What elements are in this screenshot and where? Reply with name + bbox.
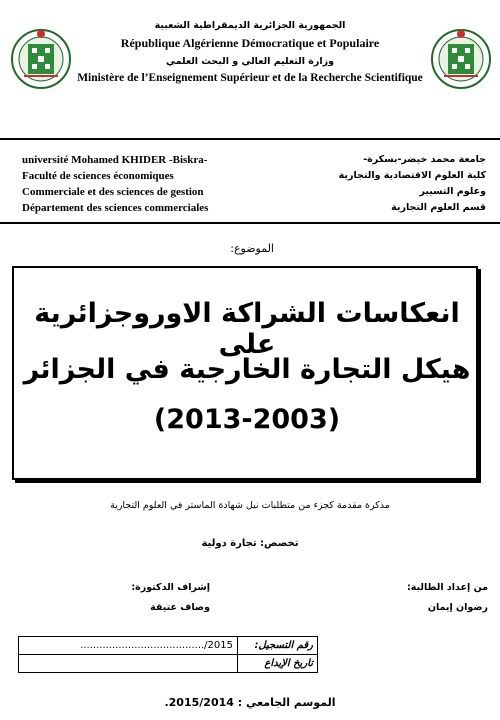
institution-ar (306, 152, 486, 216)
registration-number-label: رقم التسجيل: (238, 637, 318, 655)
institution-ar-line: قسم العلوم التجارية (391, 202, 486, 213)
table-row (19, 637, 318, 655)
table-row (19, 655, 318, 673)
institution-divider (0, 222, 500, 224)
institution-ar-line: وعلوم التسيير (419, 186, 486, 197)
deposit-date-label: تاريخ الإيداع (238, 655, 318, 673)
header-divider (0, 138, 500, 140)
institution-fr-line: Commerciale et des sciences de gestion (22, 186, 204, 198)
supervisor-label: إشراف الدكتورة: (131, 582, 210, 593)
header-ar-republic: الجمهورية الجزائرية الديمقراطية الشعبية (154, 20, 346, 31)
deposit-date-value[interactable] (19, 655, 238, 673)
institution-fr-line: Faculté de sciences économiques (22, 170, 174, 182)
academic-year: الموسم الجامعي : 2015/2014. (164, 696, 336, 709)
institution-ar-line: جامعة محمد خيضر-بسكرة- (363, 154, 486, 165)
supervisor (60, 578, 210, 618)
thesis-title-years: (2013-2003) (153, 404, 341, 435)
registration-number-value[interactable]: ......................................./2015 (19, 637, 238, 655)
memo-text: مذكرة مقدمة كجزء من متطلبات نيل شهادة الماستر في العلوم التجارية (110, 500, 390, 511)
header-fr-republic: République Algérienne Démocratique et Populaire (120, 36, 380, 50)
subject-label: الموضوع: (230, 242, 274, 255)
header-fr-ministry: Ministère de l’Enseignement Supérieur et de la Recherche Scientifique (77, 72, 423, 84)
registration-table (18, 636, 318, 673)
specialty-text: تخصص: تجارة دولية (201, 538, 299, 549)
prepared-by (338, 578, 488, 618)
thesis-title-box (12, 266, 478, 480)
institution-fr-line: université Mohamed KHIDER -Biskra- (22, 154, 208, 166)
thesis-title-line-1: انعكاسات الشراكة الاوروجزائرية على (34, 298, 460, 360)
institution-ar-line: كلية العلوم الاقتصادية والتجارية (338, 170, 486, 181)
student-name: رضوان إيمان (427, 602, 488, 613)
institution-fr-line: Département des sciences commerciales (22, 202, 209, 214)
thesis-title-line-2: هيكل التجارة الخارجية في الجزائر (23, 354, 471, 385)
institution-fr (22, 152, 208, 216)
supervisor-name: وصاف عتيقة (150, 602, 210, 613)
prepared-label: من إعداد الطالبة: (406, 582, 488, 593)
header-ar-ministry: وزارة التعليم العالي و البحث العلمي (166, 56, 334, 67)
